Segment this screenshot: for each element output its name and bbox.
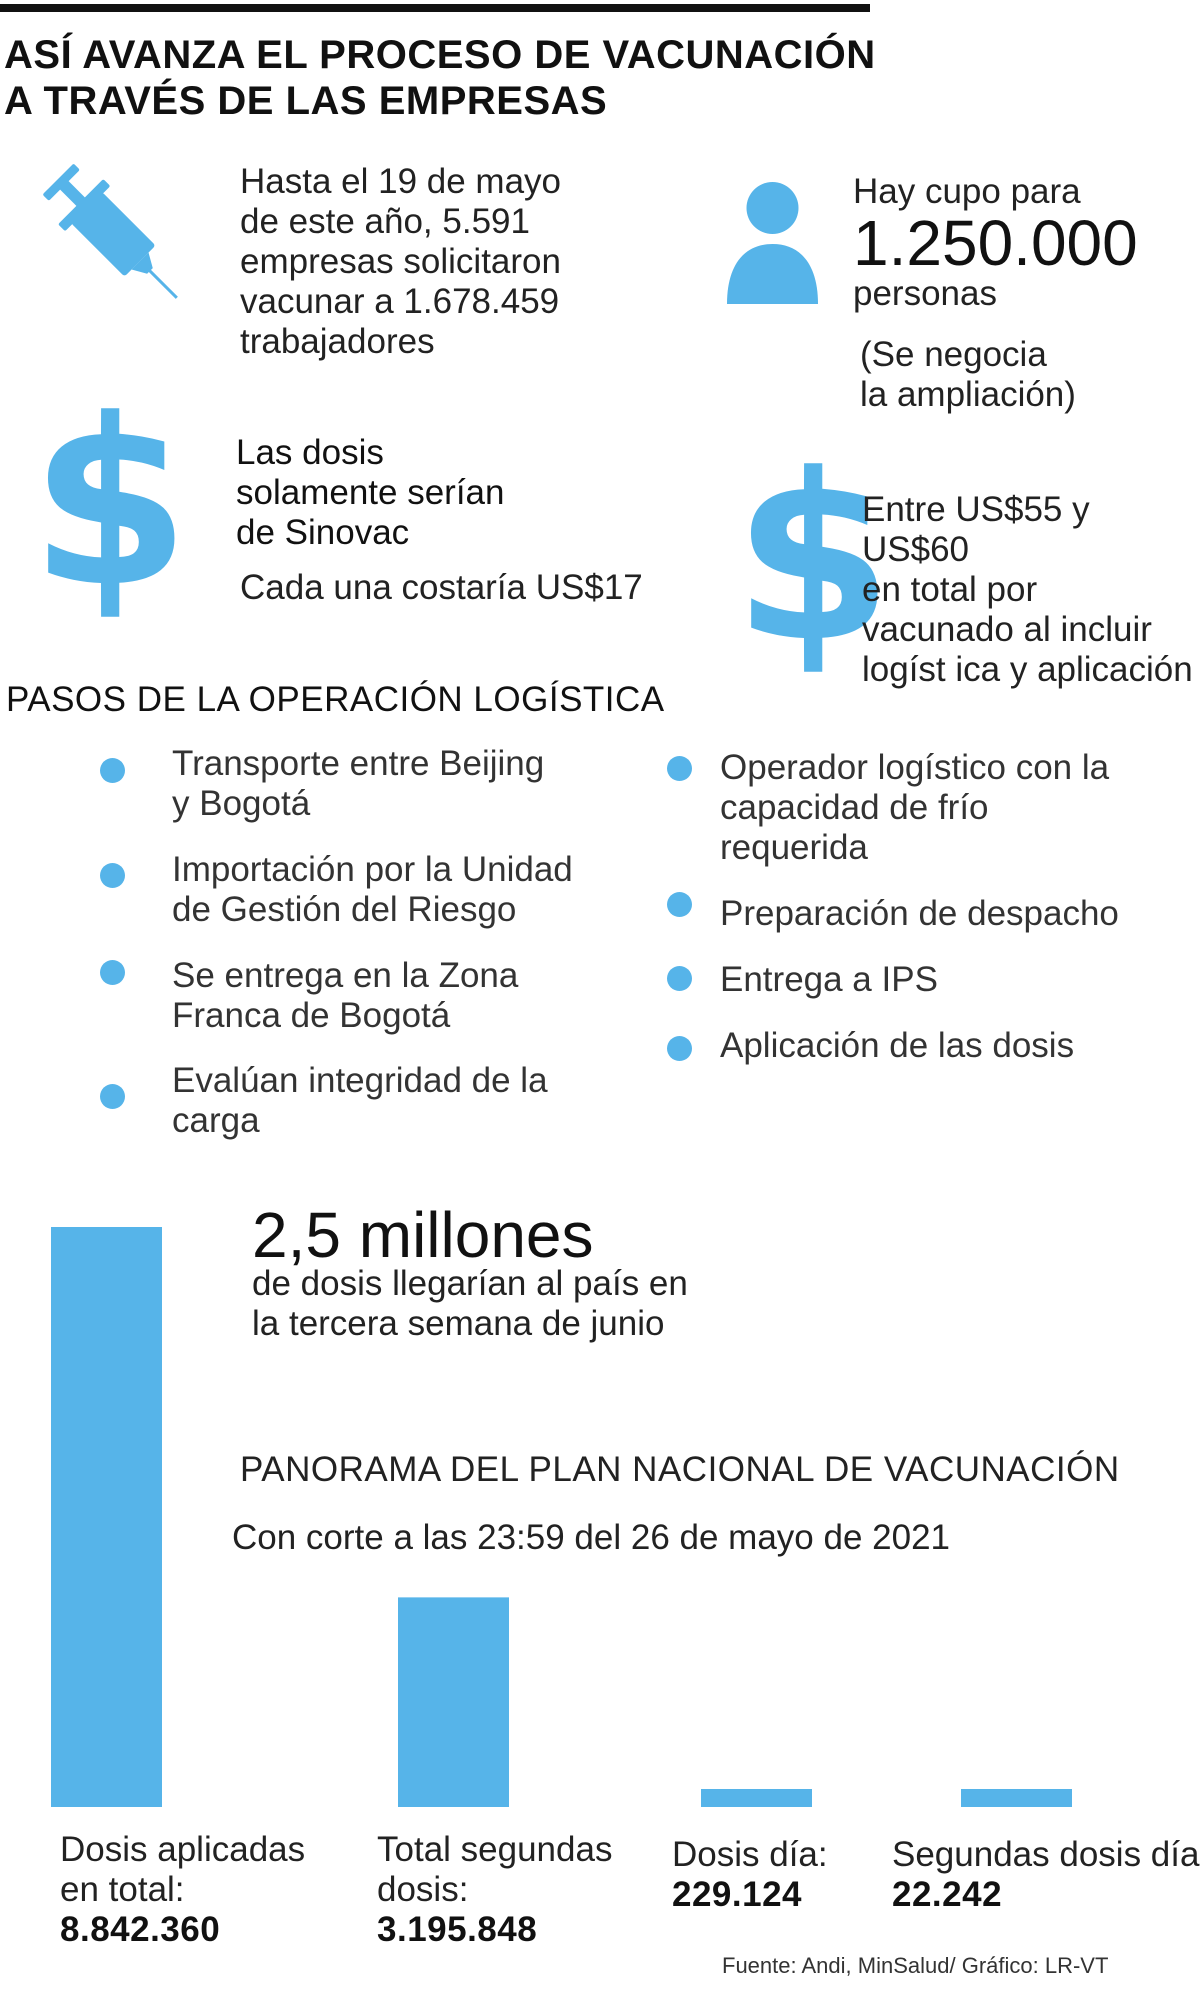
doses-brand bbox=[236, 433, 504, 553]
step-line: Franca de Bogotá bbox=[172, 996, 451, 1035]
category-label: Total segundas bbox=[377, 1830, 613, 1869]
bullet-icon bbox=[100, 758, 125, 783]
brand-line: solamente serían bbox=[236, 473, 505, 512]
step-item bbox=[720, 748, 1109, 868]
step-line: Importación por la Unidad bbox=[172, 850, 573, 889]
quota-intro: Hay cupo para bbox=[853, 172, 1081, 211]
quota-unit: personas bbox=[853, 274, 997, 313]
step-item bbox=[172, 744, 544, 824]
step-line: Aplicación de las dosis bbox=[720, 1026, 1075, 1065]
step-line: Evalúan integridad de la bbox=[172, 1061, 548, 1100]
value-label: 229.124 bbox=[672, 1875, 803, 1914]
step-item bbox=[172, 1061, 548, 1141]
page-title bbox=[4, 32, 876, 124]
detail-line: de dosis llegarían al país en bbox=[252, 1264, 688, 1303]
top-rule bbox=[0, 4, 870, 12]
bullet-icon bbox=[100, 960, 125, 985]
fact-line: de este año, 5.591 bbox=[240, 202, 530, 241]
quota-note bbox=[860, 335, 1076, 415]
bar-1 bbox=[51, 1227, 162, 1807]
total-cost bbox=[862, 490, 1200, 690]
step-item bbox=[172, 956, 518, 1036]
step-line: de Gestión del Riesgo bbox=[172, 890, 517, 929]
step-line: y Bogotá bbox=[172, 784, 311, 823]
category-label: en total: bbox=[60, 1870, 185, 1909]
logistics-title: PASOS DE LA OPERACIÓN LOGÍSTICA bbox=[6, 680, 665, 719]
dose-cost: Cada una costaría US$17 bbox=[240, 568, 643, 607]
bar-label-group bbox=[60, 1830, 305, 1950]
cost-line: logíst ica y aplicación bbox=[862, 650, 1193, 689]
fact-line: trabajadores bbox=[240, 322, 435, 361]
title-line-2: A TRAVÉS DE LAS EMPRESAS bbox=[4, 79, 608, 123]
step-item bbox=[172, 850, 573, 930]
title-line-1: ASÍ AVANZA EL PROCESO DE VACUNACIÓN bbox=[4, 33, 876, 77]
bullet-icon bbox=[667, 1036, 692, 1061]
note-line: la ampliación) bbox=[860, 375, 1076, 414]
companies-fact bbox=[240, 162, 561, 362]
step-item bbox=[720, 1026, 1074, 1066]
brand-line: Las dosis bbox=[236, 433, 384, 472]
bar-label-group bbox=[672, 1835, 828, 1915]
step-line: Transporte entre Beijing bbox=[172, 744, 545, 783]
cost-line: en total por bbox=[862, 570, 1038, 609]
fact-line: empresas solicitaron bbox=[240, 242, 561, 281]
category-label: Dosis día: bbox=[672, 1835, 828, 1874]
quota-value: 1.250.000 bbox=[853, 207, 1138, 279]
bullet-icon bbox=[667, 966, 692, 991]
step-line: Operador logístico con la bbox=[720, 748, 1110, 787]
step-line: capacidad de frío bbox=[720, 788, 989, 827]
dollar-icon: $ bbox=[733, 426, 894, 693]
person-icon bbox=[725, 182, 820, 307]
cost-line: Entre US$55 y US$60 bbox=[862, 490, 1090, 569]
dollar-icon: $ bbox=[30, 371, 191, 638]
bar-3 bbox=[701, 1789, 812, 1807]
value-label: 8.842.360 bbox=[60, 1910, 221, 1949]
bullet-icon bbox=[667, 892, 692, 917]
step-line: Preparación de despacho bbox=[720, 894, 1119, 933]
bar-4 bbox=[961, 1789, 1072, 1807]
bar-label-group bbox=[892, 1835, 1199, 1915]
fact-line: Hasta el 19 de mayo bbox=[240, 162, 562, 201]
syringe-icon bbox=[36, 155, 196, 320]
cost-line: vacunado al incluir bbox=[862, 610, 1152, 649]
step-item bbox=[720, 894, 1119, 934]
arrival-headline: 2,5 millones bbox=[252, 1199, 594, 1271]
bullet-icon bbox=[100, 863, 125, 888]
step-line: Se entrega en la Zona bbox=[172, 956, 519, 995]
value-label: 3.195.848 bbox=[377, 1910, 538, 1949]
step-line: Entrega a IPS bbox=[720, 960, 938, 999]
bullet-icon bbox=[667, 756, 692, 781]
bullet-icon bbox=[100, 1084, 125, 1109]
value-label: 22.242 bbox=[892, 1875, 1003, 1914]
category-label: Dosis aplicadas bbox=[60, 1830, 306, 1869]
category-label: dosis: bbox=[377, 1870, 469, 1909]
detail-line: la tercera semana de junio bbox=[252, 1304, 665, 1343]
step-line: requerida bbox=[720, 828, 868, 867]
arrival-detail bbox=[252, 1264, 688, 1344]
source-note: Fuente: Andi, MinSalud/ Gráfico: LR-VT bbox=[722, 1953, 1109, 1978]
fact-line: vacunar a 1.678.459 bbox=[240, 282, 560, 321]
note-line: (Se negocia bbox=[860, 335, 1047, 374]
step-line: carga bbox=[172, 1101, 260, 1140]
chart-title: PANORAMA DEL PLAN NACIONAL DE VACUNACIÓN bbox=[240, 1450, 1120, 1489]
brand-line: de Sinovac bbox=[236, 513, 410, 552]
step-item bbox=[720, 960, 938, 1000]
bar-2 bbox=[398, 1597, 509, 1807]
chart-subtitle: Con corte a las 23:59 del 26 de mayo de 2021 bbox=[232, 1518, 950, 1557]
category-label: Segundas dosis día bbox=[892, 1835, 1200, 1874]
bar-label-group bbox=[377, 1830, 612, 1950]
